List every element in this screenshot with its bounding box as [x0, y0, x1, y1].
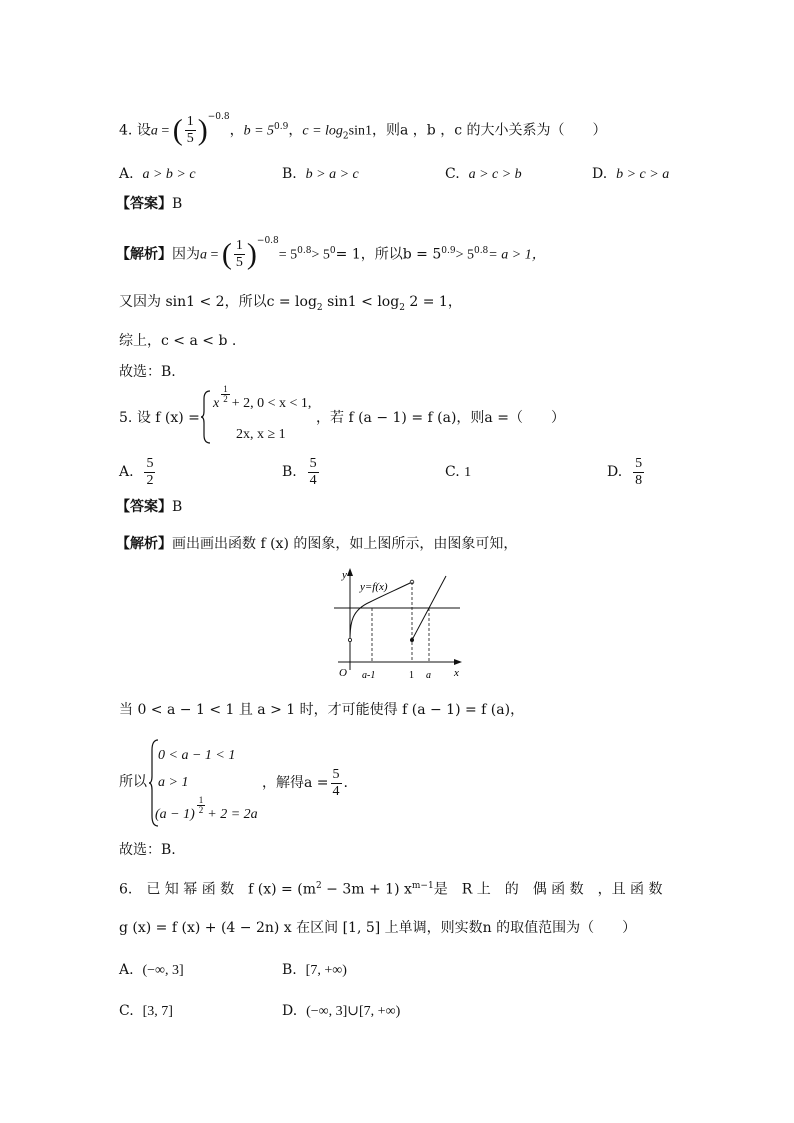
q4-analysis-line1: 【解析】因为a = ( $\frac{1}{5}$ )$^{-0.8}= 5^{0.8}> 5^0= 1$，所以$b = 5^{0.9}> 5^{0.8}= a > 1$，: [116, 236, 546, 271]
q5-option-b: B. $\frac{5}{4}$: [282, 455, 317, 488]
tick-label-1: 1: [409, 670, 414, 681]
q5-case1: x $\frac{1}{2}$ + 2, 0 < x < 1,: [213, 383, 312, 411]
q4-stem: 4. 设a = ( $\frac{1}{5}$ )$^{-0.8}$，$b = 5^{0.9}$，$c = \log_2\sin 1$，则a ，b ，c 的大小关系为（ ）: [119, 112, 607, 147]
q5-system-line2: a > 1: [158, 775, 189, 790]
q4-option-c: C. a > c > b: [445, 166, 522, 182]
open-point-start: [348, 638, 351, 641]
q4-option-b: B. b > a > c: [282, 166, 359, 182]
y-axis-arrow: [347, 568, 353, 576]
q4-analysis-line2: 又因为 sin1 < 2，所以$c = \log_2 \sin 1 < \log_2 2 = 1$，: [119, 294, 462, 313]
q6-option-a: A. (−∞, 3]: [119, 962, 184, 978]
q6-option-c: C. [3, 7]: [119, 1003, 173, 1019]
q5-stem-suffix: ，若 f (a − 1) = f (a)，则a =（ ）: [316, 410, 565, 426]
y-label: y: [342, 569, 347, 581]
x-label: x: [454, 667, 459, 679]
q6-option-d: D. (−∞, 3]∪[7, +∞): [282, 1003, 401, 1019]
q5-function-graph: [330, 566, 470, 682]
q5-option-d: D. $\frac{5}{8}$: [607, 455, 643, 488]
q6-stem-line1: 6. 已 知 幂 函 数 f $(x) = (m^2 - 3m + 1)$ $x^{m-1}$是 R 上 的 偶 函 数 ，且 函 数: [119, 881, 663, 898]
origin-label: O: [339, 667, 347, 679]
q5-brace: [200, 389, 212, 445]
q5-case2: 2x, x ≥ 1: [236, 427, 286, 442]
curve-label: y=f(x): [360, 581, 388, 593]
q5-so-label: 所以: [119, 774, 147, 790]
q5-system-line3: (a − 1) $\frac{1}{2}$ + 2 = 2a: [155, 794, 258, 822]
tick-label-a-minus-1: a-1: [362, 670, 376, 681]
q4-conclusion: 故选：B.: [119, 364, 176, 380]
tick-label-a: a: [426, 670, 431, 681]
q5-conclusion: 故选：B.: [119, 842, 176, 858]
q6-stem-line2: g (x) = f (x) + (4 − 2n) x 在区间 [1, 5] 上单调，则实数n 的取值范围为（ ）: [119, 920, 637, 936]
x-axis-arrow: [454, 659, 462, 665]
q5-system-line1: 0 < a − 1 < 1: [158, 748, 236, 763]
q5-answer: 【答案】B: [116, 499, 183, 515]
q5-solution: ，解得a = $\frac{5}{4}$ .: [262, 766, 348, 799]
q5-analysis: 【解析】画出画出函数 f (x) 的图象，如上图所示，由图象可知，: [116, 536, 518, 552]
q4-answer: 【答案】B: [116, 196, 183, 212]
q4-fraction: $\frac{1}{5}$: [186, 114, 194, 147]
q6-option-b: B. [7, +∞): [282, 962, 347, 978]
q4-option-d: D. b > c > a: [592, 166, 670, 182]
q5-condition: 当 0 < a − 1 < 1 且 a > 1 时，才可能使得 f (a − 1) = f (a)，: [119, 702, 525, 718]
q4-option-a: A. a > b > c: [119, 166, 196, 182]
q5-option-a: A. $\frac{5}{2}$: [119, 455, 154, 488]
q5-number: 5. 设 f (x) =: [119, 410, 200, 426]
q4-analysis-line3: 综上，c < a < b .: [119, 333, 237, 349]
q5-option-c: C. 1: [445, 464, 472, 480]
q4-number: 4.: [119, 122, 133, 139]
